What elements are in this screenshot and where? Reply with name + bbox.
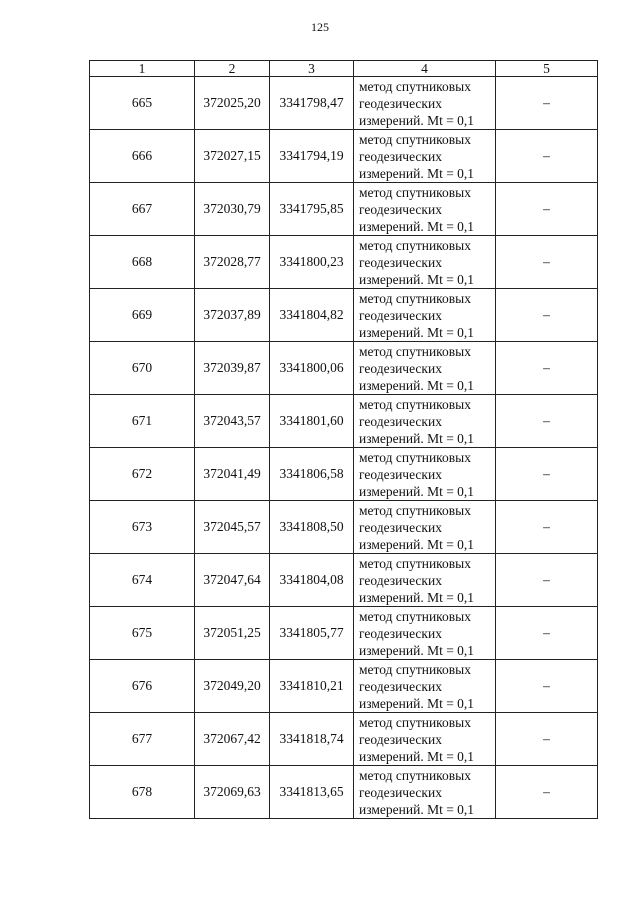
method-cell: метод спутниковых геодезических измерений. Mt = 0,1 — [354, 236, 496, 289]
y-coordinate-cell: 3341805,77 — [270, 607, 354, 660]
x-coordinate-cell: 372051,25 — [195, 607, 270, 660]
method-cell: метод спутниковых геодезических измерений. Mt = 0,1 — [354, 448, 496, 501]
table-header — [90, 61, 598, 77]
method-cell: метод спутниковых геодезических измерений. Mt = 0,1 — [354, 77, 496, 130]
note-cell: – — [496, 183, 598, 236]
x-coordinate-cell: 372043,57 — [195, 395, 270, 448]
page-number: 125 — [311, 20, 329, 34]
note-cell: – — [496, 713, 598, 766]
method-cell: метод спутниковых геодезических измерений. Mt = 0,1 — [354, 660, 496, 713]
coordinates-table — [89, 60, 598, 819]
y-coordinate-cell: 3341810,21 — [270, 660, 354, 713]
x-coordinate-cell: 372067,42 — [195, 713, 270, 766]
y-coordinate-cell: 3341806,58 — [270, 448, 354, 501]
header-row — [90, 61, 598, 77]
method-cell: метод спутниковых геодезических измерений. Mt = 0,1 — [354, 342, 496, 395]
note-cell: – — [496, 289, 598, 342]
note-cell: – — [496, 501, 598, 554]
header-col-5: 5 — [496, 61, 598, 77]
x-coordinate-cell: 372039,87 — [195, 342, 270, 395]
point-number-cell: 672 — [90, 448, 195, 501]
point-number-cell: 677 — [90, 713, 195, 766]
y-coordinate-cell: 3341801,60 — [270, 395, 354, 448]
note-cell: – — [496, 766, 598, 819]
header-col-4: 4 — [354, 61, 496, 77]
point-number-cell: 675 — [90, 607, 195, 660]
x-coordinate-cell: 372069,63 — [195, 766, 270, 819]
x-coordinate-cell: 372047,64 — [195, 554, 270, 607]
x-coordinate-cell: 372049,20 — [195, 660, 270, 713]
y-coordinate-cell: 3341813,65 — [270, 766, 354, 819]
header-col-2: 2 — [195, 61, 270, 77]
table-row — [90, 395, 598, 448]
table-row — [90, 342, 598, 395]
x-coordinate-cell: 372027,15 — [195, 130, 270, 183]
method-cell: метод спутниковых геодезических измерений. Mt = 0,1 — [354, 607, 496, 660]
table-row — [90, 766, 598, 819]
y-coordinate-cell: 3341794,19 — [270, 130, 354, 183]
table-row — [90, 448, 598, 501]
y-coordinate-cell: 3341800,06 — [270, 342, 354, 395]
note-cell: – — [496, 395, 598, 448]
note-cell: – — [496, 607, 598, 660]
point-number-cell: 678 — [90, 766, 195, 819]
method-cell: метод спутниковых геодезических измерений. Mt = 0,1 — [354, 183, 496, 236]
y-coordinate-cell: 3341804,82 — [270, 289, 354, 342]
point-number-cell: 674 — [90, 554, 195, 607]
x-coordinate-cell: 372041,49 — [195, 448, 270, 501]
table-row — [90, 183, 598, 236]
point-number-cell: 665 — [90, 77, 195, 130]
note-cell: – — [496, 448, 598, 501]
y-coordinate-cell: 3341795,85 — [270, 183, 354, 236]
note-cell: – — [496, 236, 598, 289]
table-row — [90, 607, 598, 660]
note-cell: – — [496, 554, 598, 607]
point-number-cell: 673 — [90, 501, 195, 554]
method-cell: метод спутниковых геодезических измерений. Mt = 0,1 — [354, 289, 496, 342]
header-col-1: 1 — [90, 61, 195, 77]
note-cell: – — [496, 660, 598, 713]
point-number-cell: 676 — [90, 660, 195, 713]
point-number-cell: 671 — [90, 395, 195, 448]
point-number-cell: 669 — [90, 289, 195, 342]
y-coordinate-cell: 3341800,23 — [270, 236, 354, 289]
table-row — [90, 77, 598, 130]
note-cell: – — [496, 342, 598, 395]
x-coordinate-cell: 372030,79 — [195, 183, 270, 236]
table-row — [90, 130, 598, 183]
table-body — [90, 77, 598, 819]
point-number-cell: 667 — [90, 183, 195, 236]
method-cell: метод спутниковых геодезических измерений. Mt = 0,1 — [354, 501, 496, 554]
x-coordinate-cell: 372028,77 — [195, 236, 270, 289]
table-row — [90, 289, 598, 342]
table-row — [90, 660, 598, 713]
y-coordinate-cell: 3341798,47 — [270, 77, 354, 130]
x-coordinate-cell: 372025,20 — [195, 77, 270, 130]
header-col-3: 3 — [270, 61, 354, 77]
x-coordinate-cell: 372045,57 — [195, 501, 270, 554]
method-cell: метод спутниковых геодезических измерений. Mt = 0,1 — [354, 130, 496, 183]
y-coordinate-cell: 3341818,74 — [270, 713, 354, 766]
point-number-cell: 670 — [90, 342, 195, 395]
note-cell: – — [496, 130, 598, 183]
table-row — [90, 236, 598, 289]
method-cell: метод спутниковых геодезических измерений. Mt = 0,1 — [354, 766, 496, 819]
note-cell: – — [496, 77, 598, 130]
table-row — [90, 501, 598, 554]
point-number-cell: 666 — [90, 130, 195, 183]
x-coordinate-cell: 372037,89 — [195, 289, 270, 342]
table-row — [90, 713, 598, 766]
method-cell: метод спутниковых геодезических измерений. Mt = 0,1 — [354, 395, 496, 448]
table-row — [90, 554, 598, 607]
y-coordinate-cell: 3341808,50 — [270, 501, 354, 554]
point-number-cell: 668 — [90, 236, 195, 289]
y-coordinate-cell: 3341804,08 — [270, 554, 354, 607]
method-cell: метод спутниковых геодезических измерений. Mt = 0,1 — [354, 713, 496, 766]
method-cell: метод спутниковых геодезических измерений. Mt = 0,1 — [354, 554, 496, 607]
